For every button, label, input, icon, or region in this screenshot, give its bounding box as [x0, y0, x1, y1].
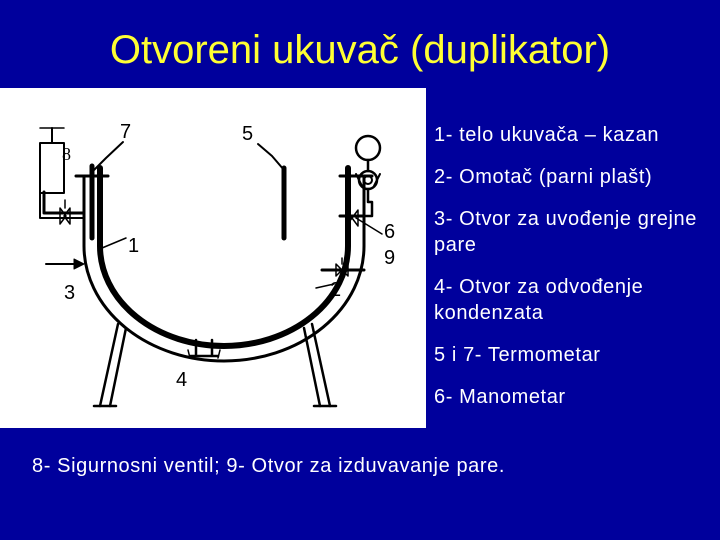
legend-item: 6- Manometar — [434, 386, 566, 408]
label-1: 1 — [128, 235, 140, 257]
label-4: 4 — [176, 369, 188, 391]
legend-item: 4- Otvor za odvođenje kondenzata — [434, 276, 644, 324]
diagram-drawing — [0, 88, 426, 428]
left-leg — [100, 324, 126, 406]
legend-item: 3- Otvor za uvođenje grejne pare — [434, 208, 698, 256]
label-9: 9 — [384, 247, 396, 269]
slide-title: Otvoreni ukuvač (duplikator) — [109, 28, 611, 72]
legend-footer: 8- Sigurnosni ventil; 9- Otvor za izduvavanje pare. — [32, 455, 506, 477]
label-7: 7 — [120, 121, 132, 143]
label-2: 2 — [330, 279, 342, 301]
double-boiler-diagram — [0, 88, 426, 428]
legend-item: 2- Omotač (parni plašt) — [434, 166, 653, 188]
legend-list — [434, 122, 714, 426]
legend-item: 1- telo ukuvača – kazan — [434, 124, 660, 146]
safety-valve-box — [40, 143, 64, 193]
label-5: 5 — [242, 123, 254, 145]
kettle-body — [100, 168, 348, 346]
label-3: 3 — [64, 282, 76, 304]
label-8: 8 — [62, 144, 71, 164]
label-6: 6 — [384, 221, 396, 243]
manometer-dial — [356, 136, 380, 160]
legend-item: 5 i 7- Termometar — [434, 344, 601, 366]
